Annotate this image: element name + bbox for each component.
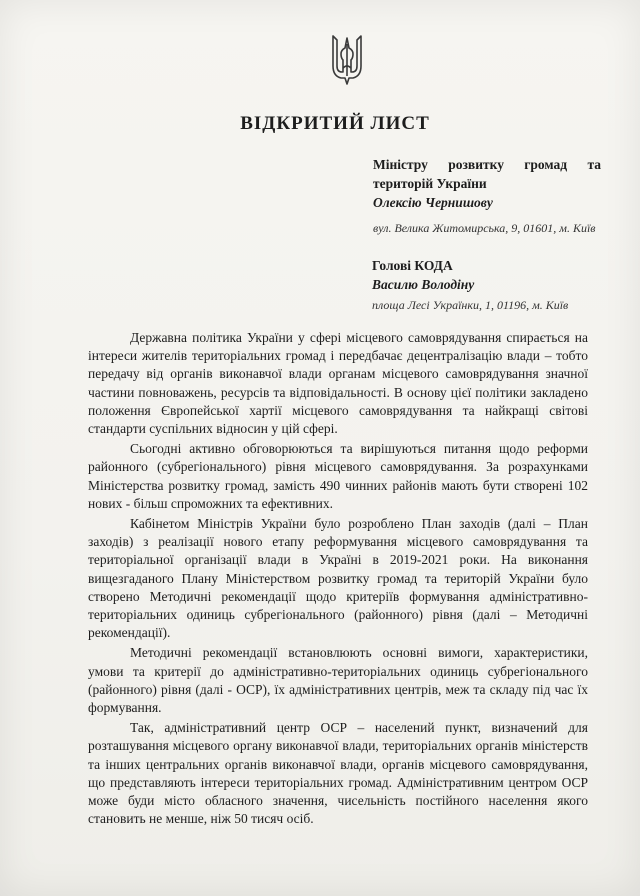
recipient-line: територій України (373, 176, 487, 191)
recipient-name: Василю Володіну (372, 277, 475, 292)
recipient-line: Міністру розвитку громад та (373, 157, 601, 172)
letter-body (88, 329, 588, 830)
trident-emblem-icon (331, 32, 363, 86)
recipient-block-koda (372, 256, 612, 314)
body-paragraph: Кабінетом Міністрів України було розроблено План заходів (далі – План заходів) з реалізації нового етапу реформування місцевого самоврядування та територіальної організації влади в Україні в 2019-2021 роки. На виконання вищезгаданого Плану Міністерством розвитку громад та територій України було створено Методичні рекомендації щодо критеріїв формування адміністративно-територіальних одиниць субрегіонального (районного) рівня (далі – Методичні рекомендації). (88, 516, 588, 641)
recipient-line: Голові КОДА (372, 258, 453, 273)
body-paragraph: Так, адміністративний центр ОСР – населений пункт, визначений для розташування місцевого органу виконавчої влади, територіальних органів міністерств та інших центральних органів виконавчої влади, органів місцевого самоврядування, що представляють інтереси територіальних громад. Адміністративним центром ОСР може буди місто обласного значення, чисельність постійного населення якого становить не менше, ніж 50 тисяч осіб. (88, 720, 588, 827)
letter-title: ВІДКРИТИЙ ЛИСТ (240, 113, 430, 134)
body-paragraph: Методичні рекомендації встановлюють основні вимоги, характеристики, умови та критерії до адміністративно-територіальних одиниць субрегіонального (районного) рівня (далі - ОСР), їх адміністративних центрів, меж та складу під час їх формування. (88, 645, 588, 716)
body-paragraph: Державна політика України у сфері місцевого самоврядування спирається на інтереси жителів територіальних громад і передбачає децентралізацію влади – тобто передачу від органів виконавчої влади органам місцевого самоврядування значної частини повноважень, ресурсів та відповідальності. В основу цієї політики закладено положення Європейської хартії місцевого самоврядування та найкращі світові стандарти суспільних відносин у цій сфері. (88, 330, 588, 437)
recipient-name: Олексію Чернишову (373, 195, 493, 210)
recipient-address: площа Лесі Українки, 1, 01196, м. Київ (372, 298, 569, 312)
body-paragraph: Сьогодні активно обговорюються та вирішуються питання щодо реформи районного (субрегіонального) рівня місцевого самоврядування. За розрахунками Міністерства розвитку громад, замість 490 чинних районів мають бути створені 102 нових - більш спроможних та ефективних. (88, 441, 588, 511)
recipient-block-minister (373, 155, 601, 237)
recipient-address: вул. Велика Житомирська, 9, 01601, м. Київ (373, 221, 596, 235)
